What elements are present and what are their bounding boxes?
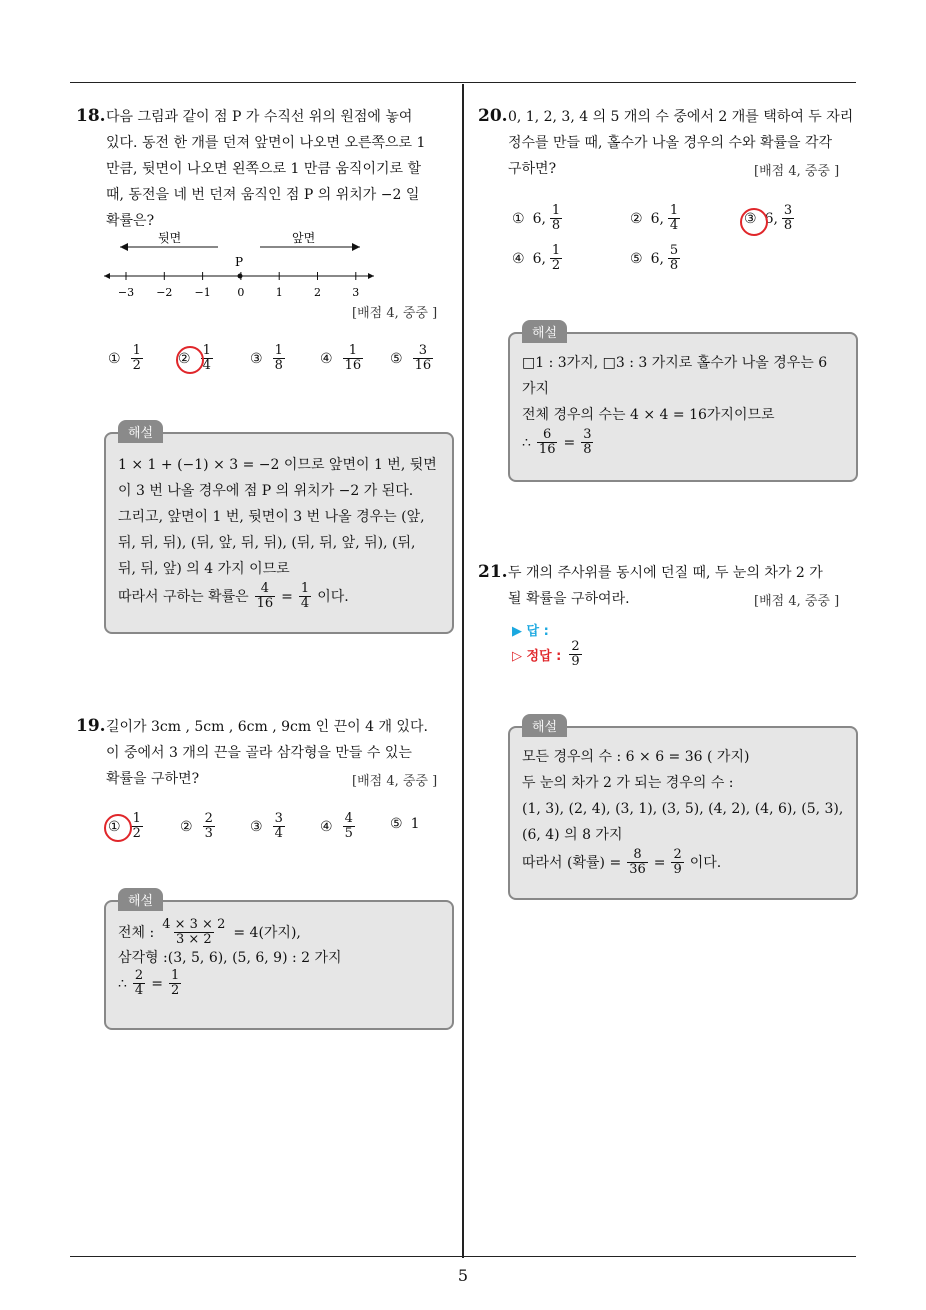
q18-line: 확률은? [106,213,155,229]
q18-line: 때, 동전을 네 번 던져 움직인 점 P 의 위치가 −2 일 [106,187,420,203]
sol-line: (1, 3), (2, 4), (3, 1), (3, 5), (4, 2), (4, 6), (5, 3), [522,801,844,817]
fraction: $\frac{4 \times 3 \times 2}{3 \times 2}$ [162,917,226,947]
choice-fraction: $\frac{4}{5}$ [344,811,353,841]
fraction: $\frac{2}{9}$ [673,847,682,877]
q19-choice-3[interactable] [250,812,287,841]
choice-fraction: $\frac{1}{2}$ [132,343,141,373]
q20-line: 0, 1, 2, 3, 4 의 5 개의 수 중에서 2 개를 택하여 두 자리 [508,109,854,125]
sol-line: 그리고, 앞면이 1 번, 뒷면이 3 번 나올 경우는 (앞, [118,509,425,525]
sol-line [118,969,450,998]
sol-line: 모든 경우의 수 : 6 × 6 = 36 ( 가지) [522,749,750,765]
fraction: $\frac{1}{2}$ [170,968,180,998]
fraction: $\frac{2}{9}$ [571,639,580,669]
q20-solution-tag: 해설 [522,320,567,343]
q18-text [106,104,458,234]
q18-choice-3[interactable] [250,344,287,373]
fraction: $\frac{4}{16}$ [256,581,274,611]
q18-choice-1[interactable] [108,344,145,373]
tick-label: 2 [314,286,321,299]
q18-answer-circle [176,346,204,374]
sol-text: 이다. [317,588,349,605]
sol-text: = [653,854,666,871]
tick-label: 0 [237,286,245,299]
point-p-label: P [235,255,244,269]
tick-label: 3 [352,286,360,299]
sol-line: 삼각형 :(3, 5, 6), (5, 6, 9) : 2 가지 [118,950,342,966]
choice-fraction: $\frac{1}{2}$ [551,243,561,273]
choice-fraction: $\frac{5}{8}$ [669,243,679,273]
sol-text: ∴ [118,975,127,992]
q21-meta: [배점 4, 중중 ] [754,594,840,609]
q19-choice-5[interactable] [390,816,419,832]
choice-prefix: 6, [532,250,546,267]
choice-prefix: 6, [532,210,546,227]
q20-choice-2[interactable] [630,204,682,233]
sol-text: = 4(가지), [233,924,301,941]
choice-value: 1 [410,816,420,832]
sol-text: = [151,975,163,992]
q18-meta: [배점 4, 중중 ] [352,306,438,321]
number-line [100,226,390,306]
choice-mark: ① [108,818,121,835]
choice-fraction: $\frac{1}{4}$ [202,343,211,373]
correct-answer [512,640,584,669]
choice-prefix: 6, [764,210,778,227]
sol-line: 가지 [522,381,550,397]
sol-line: 1 × 1 + (−1) × 3 = −2 이므로 앞면이 1 번, 뒷면 [118,457,437,473]
q20-line: 구하면? [508,161,557,177]
q21-solution [522,744,854,877]
q21-solution-tag: 해설 [522,714,567,737]
sol-text: 이다. [689,854,722,871]
sol-line [118,918,450,947]
q18-line: 다음 그림과 같이 점 P 가 수직선 위의 원점에 놓여 [106,109,413,125]
q19-meta: [배점 4, 중중 ] [352,774,438,789]
choice-mark: ③ [250,818,263,835]
page-number: 5 [457,1266,469,1285]
choice-fraction: $\frac{3}{8}$ [783,203,793,233]
q18-solution [118,452,450,611]
q20-number: 20. [478,106,508,126]
fraction: $\frac{3}{8}$ [583,427,592,457]
sol-line: □1 : 3가지, □3 : 3 가지로 홀수가 나올 경우는 6 [522,355,828,371]
tick-label: −1 [194,286,211,299]
q19-line: 확률을 구하면? [106,771,200,787]
q18-line: 있다. 동전 한 개를 던져 앞면이 나오면 오른쪽으로 1 [106,135,426,151]
q20-choice-1[interactable] [512,204,564,233]
choice-prefix: 6, [650,210,664,227]
sol-text: 따라서 (확률) = [522,854,622,871]
q19-answer-circle [104,814,132,842]
tick-label: −3 [117,286,135,299]
fraction: $\frac{6}{16}$ [538,427,556,457]
choice-mark: ① [512,210,525,227]
choice-mark: ③ [250,350,263,367]
sol-line: 이 3 번 나올 경우에 점 P 의 위치가 −2 가 된다. [118,483,414,499]
q20-solution [522,350,854,457]
choice-fraction: $\frac{1}{16}$ [344,343,362,373]
tick-label: 1 [275,286,283,299]
choice-mark: ⑤ [390,350,403,367]
sol-line [522,848,854,877]
q20-choice-5[interactable] [630,244,682,273]
q19-solution-tag: 해설 [118,888,163,911]
sol-line: 두 눈의 차가 2 가 되는 경우의 수 : [522,775,734,791]
column-divider [462,84,464,1258]
q20-meta: [배점 4, 중중 ] [754,164,840,179]
q21-line: 두 개의 주사위를 동시에 던질 때, 두 눈의 차가 2 가 [508,565,823,581]
sol-line [118,582,450,611]
sol-line: 뒤, 뒤, 앞) 의 4 가지 이므로 [118,561,290,577]
bottom-rule [70,1256,856,1257]
point-p [238,274,243,279]
q18-number: 18. [76,106,106,126]
choice-mark: ④ [320,350,333,367]
q19-solution [118,918,450,998]
sol-line: 전체 경우의 수는 4 × 4 = 16가지이므로 [522,407,775,423]
sol-line [522,428,854,457]
q18-solution-tag: 해설 [118,420,163,443]
fraction: $\frac{1}{4}$ [300,581,310,611]
answer-label: ▶ 답 : [512,624,549,639]
q18-choice-5[interactable] [390,344,435,373]
front-label: 앞면 [292,231,316,245]
q19-choice-4[interactable] [320,812,357,841]
q19-number: 19. [76,716,106,736]
correct-label: ▷ 정답 : [512,649,562,664]
choice-mark: ② [180,818,193,835]
choice-prefix: 6, [650,250,664,267]
choice-fraction: $\frac{3}{4}$ [274,811,283,841]
fraction: $\frac{2}{4}$ [134,968,144,998]
choice-fraction: $\frac{1}{8}$ [551,203,561,233]
choice-fraction: $\frac{2}{3}$ [204,811,213,841]
sol-text: = [281,588,293,605]
choice-mark: ④ [512,250,525,267]
q19-line: 이 중에서 3 개의 끈을 골라 삼각형을 만들 수 있는 [106,745,412,761]
q21-number: 21. [478,562,508,582]
q19-line: 길이가 3cm , 5cm , 6cm , 9cm 인 끈이 4 개 있다. [106,719,428,735]
q18-line: 만큼, 뒷면이 나오면 왼쪽으로 1 만큼 움직이기로 할 [106,161,421,177]
sol-text: 따라서 구하는 확률은 [118,588,249,605]
choice-fraction: $\frac{3}{16}$ [414,343,432,373]
sol-text: ∴ [522,434,531,451]
back-label: 뒷면 [158,231,182,245]
choice-fraction: $\frac{1}{8}$ [274,343,283,373]
q20-answer-circle [740,208,768,236]
q20-line: 정수를 만들 때, 홀수가 나올 경우의 수와 확률을 각각 [508,135,833,151]
choice-fraction: $\frac{1}{2}$ [132,811,141,841]
choice-mark: ⑤ [390,816,403,832]
q21-line: 될 확률을 구하여라. [508,591,630,607]
choice-mark: ② [178,350,191,367]
choice-fraction: $\frac{1}{4}$ [669,203,679,233]
choice-mark: ④ [320,818,333,835]
top-rule [70,82,856,83]
fraction: $\frac{8}{36}$ [629,847,646,877]
q18-choice-4[interactable] [320,344,365,373]
choice-mark: ① [108,350,121,367]
choice-mark: ③ [744,210,757,227]
q20-choice-4[interactable] [512,244,564,273]
choice-mark: ⑤ [630,250,643,267]
sol-text: = [563,434,576,451]
q19-choice-2[interactable] [180,812,217,841]
choice-mark: ② [630,210,643,227]
sol-line: (6, 4) 의 8 가지 [522,827,623,843]
sol-line: 뒤, 뒤, 뒤), (뒤, 앞, 뒤, 뒤), (뒤, 뒤, 앞, 뒤), (뒤, [118,535,416,551]
sol-text: 전체 : [118,924,155,941]
tick-label: −2 [156,286,173,299]
